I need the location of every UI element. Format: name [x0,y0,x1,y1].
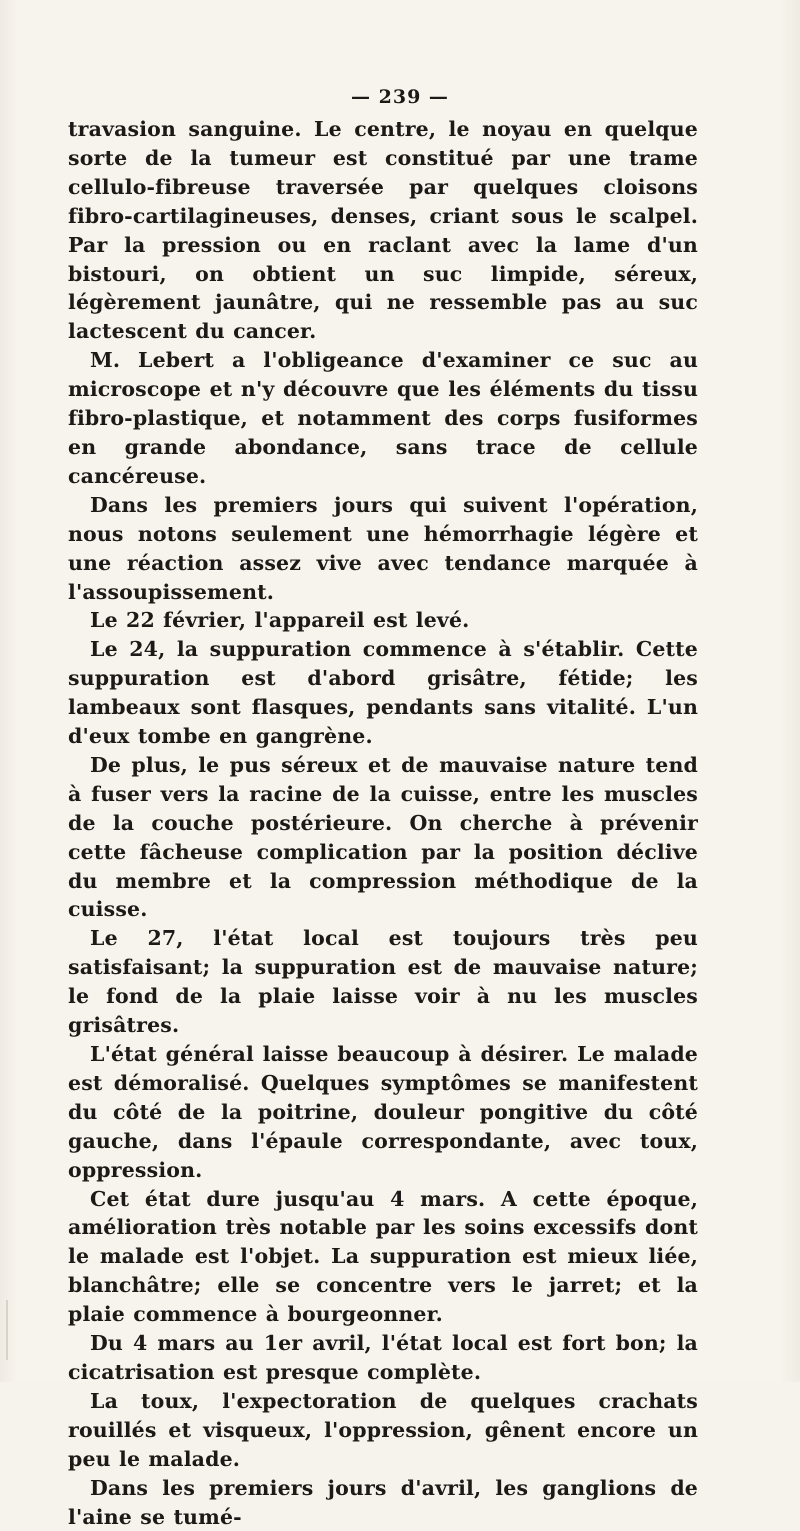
paragraph-5: Le 24, la suppuration commence à s'établir. Cette suppuration est d'abord grisâtre, fétide; les lambeaux sont flasques, pendants sans vitalité. L'un d'eux tombe en gangrène. [68,637,698,749]
paragraph-2: M. Lebert a l'obligeance d'examiner ce suc au microscope et n'y découvre que les éléments du tissu fibro-plastique, et notamment des corps fusiformes en grande abondance, sans trace de cellule cancéreuse. [68,348,698,488]
paragraph-7: Le 27, l'état local est toujours très peu satisfaisant; la suppuration est de mauvaise nature; le fond de la plaie laisse voir à nu les muscles grisâtres. [68,926,698,1038]
paragraph-8: L'état général laisse beaucoup à désirer. Le malade est démoralisé. Quelques symptômes se manifestent du côté de la poitrine, douleur pongitive du côté gauche, dans l'épaule correspondante, avec toux, oppression. [68,1042,698,1182]
paragraph-10: Du 4 mars au 1er avril, l'état local est fort bon; la cicatrisation est presque complète. [68,1331,698,1384]
body-text [68,115,698,1531]
paragraph-11: La toux, l'expectoration de quelques crachats rouillés et visqueux, l'oppression, gênent encore un peu le malade. [68,1388,698,1471]
page-edge-mark [6,1300,8,1360]
paragraph-6: De plus, le pus séreux et de mauvaise nature tend à fuser vers la racine de la cuisse, entre les muscles de la couche postérieure. On cherche à prévenir cette fâcheuse complication par la position déclive du membre et la compression méthodique de la cuisse. [68,752,698,922]
paragraph-1: travasion sanguine. Le centre, le noyau en quelque sorte de la tumeur est constitué par une trame cellulo-fibreuse traversée par quelques cloisons fibro-cartilagineuses, denses, criant sous le scalpel. Par la pression ou en raclant avec la lame d'un bistouri, on obtient un suc limpide, séreux, légèrement jaunâtre, qui ne ressemble pas au suc lactescent du cancer. [68,117,698,344]
paragraph-9: Cet état dure jusqu'au 4 mars. A cette époque, amélioration très notable par les soins excessifs dont le malade est l'objet. La suppuration est mieux liée, blanchâtre; elle se concentre vers le jarret; et la plaie commence à bourgeonner. [68,1186,698,1327]
page-number: — 239 — [351,86,449,108]
paragraph-12: Dans les premiers jours d'avril, les ganglions de l'aine se tumé- [68,1475,698,1529]
paragraph-3: Dans les premiers jours qui suivent l'opération, nous notons seulement une hémorrhagie légère et une réaction assez vive avec tendance marquée à l'assoupissement. [68,492,698,604]
paragraph-4: Le 22 février, l'appareil est levé. [90,608,470,633]
